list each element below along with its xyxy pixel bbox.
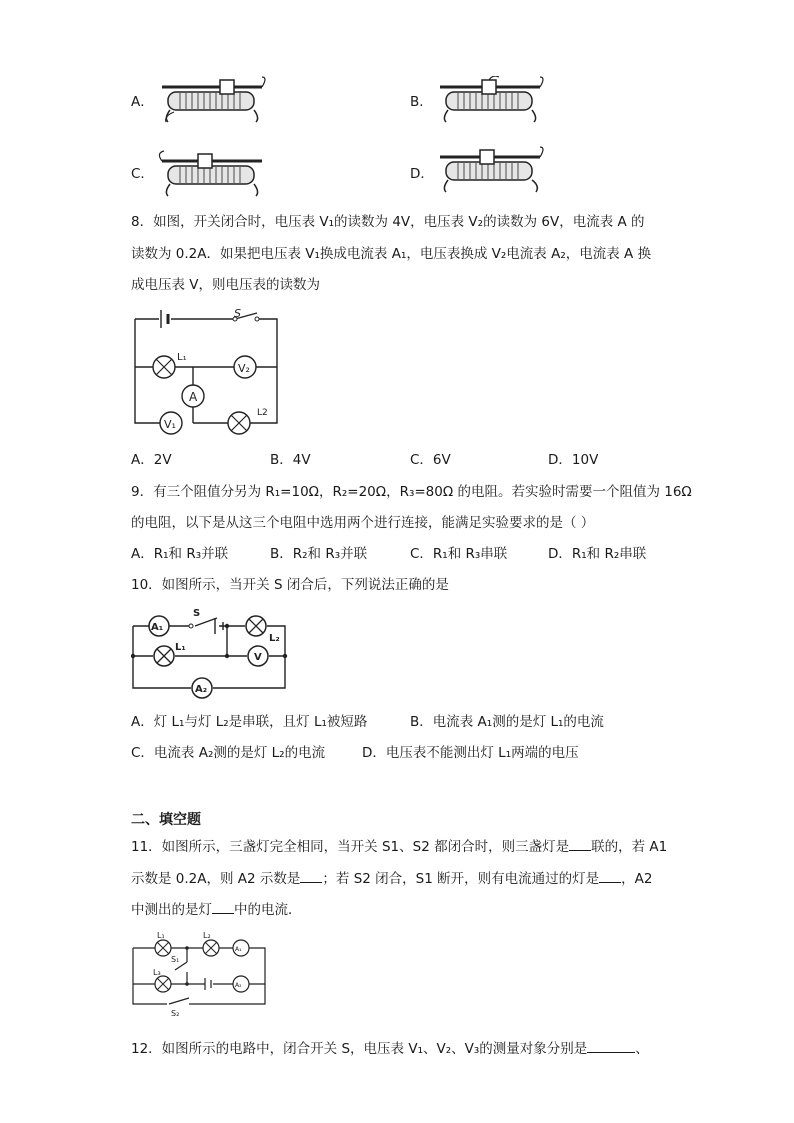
q9-option-c: C．R₁和 R₃串联 [410,546,508,562]
q8-voltmeter2-label: V₂ [238,362,250,375]
q11-text-2b: ；若 S2 闭合，S1 断开，则有电流通过的灯是 [322,871,600,887]
q11-lamp1-label: L₁ [157,931,165,940]
q11-switch1-label: S₁ [171,955,180,964]
q8-lamp2-label: L2 [257,408,268,418]
q11-circuit-diagram [131,928,271,1018]
q12-blank-1 [587,1038,635,1053]
q12-text-tail: 、 [635,1041,649,1057]
q9-stem-line-1: 9．有三个阻值分另为 R₁=10Ω，R₂=20Ω，R₃=80Ω 的电阻。若实验时需要一个阻值为 16Ω [131,484,692,500]
q11-stem-line-3 [131,899,302,920]
q9-option-b: B．R₂和 R₃并联 [270,546,368,562]
q11-text-3b: 中的电流． [234,902,302,918]
q8-stem-line-1: 8．如图，开关闭合时，电压表 V₁的读数为 4V，电压表 V₂的读数为 6V，电流表 A 的 [131,214,645,230]
q10-switch-label: S [193,608,201,619]
q8-option-d: D．10V [548,452,599,468]
q10-ammeter2-label: A₂ [195,684,208,695]
q12-stem-line-1 [131,1038,649,1059]
q11-blank-4 [212,899,234,914]
q9-option-d: D．R₁和 R₂串联 [548,546,647,562]
q10-lamp1-label: L₁ [175,642,186,653]
q9-option-a: A．R₁和 R₃并联 [131,546,229,562]
q11-stem-line-1 [131,836,667,857]
q10-voltmeter-label: V [254,652,262,663]
rheostat-image-a [158,76,268,124]
q7-option-d-letter: D． [410,166,434,182]
q8-voltmeter1-label: V₁ [164,418,176,431]
q10-ammeter1-label: A₁ [151,622,164,633]
q8-switch-label: S [234,307,241,320]
q7-option-a-letter: A． [131,94,154,110]
q10-circuit-diagram [131,604,293,700]
q11-text-3a: 中测出的是灯 [131,902,212,918]
rheostat-image-d [436,146,546,194]
q11-ammeter1-label: A₁ [235,946,242,953]
q10-option-b: B．电流表 A₁测的是灯 L₁的电流 [410,714,604,730]
rheostat-image-b [436,76,546,124]
q7-option-b-letter: B． [410,94,433,110]
q10-stem: 10．如图所示，当开关 S 闭合后，下列说法正确的是 [131,577,449,593]
q11-lamp3-label: L₃ [153,968,161,977]
q8-ammeter-label: A [189,390,198,404]
q11-text-1a: 11．如图所示，三盏灯完全相同，当开关 S1、S2 都闭合时，则三盏灯是 [131,839,570,855]
q11-stem-line-2 [131,868,652,889]
q9-stem-line-2: 的电阻，以下是从这三个电阻中选用两个进行连接，能满足实验要求的是（ ） [131,515,595,531]
q8-option-a: A．2V [131,452,172,468]
q10-option-c: C．电流表 A₂测的是灯 L₂的电流 [131,745,326,761]
q10-option-d: D．电压表不能测出灯 L₁两端的电压 [362,745,579,761]
q10-lamp2-label: L₂ [269,633,280,644]
q11-text-2a: 示数是 0.2A，则 A2 示数是 [131,871,301,887]
q11-lamp2-label: L₂ [203,931,211,940]
section-heading-fill-in: 二、填空题 [131,812,201,828]
q8-option-b: B．4V [270,452,311,468]
q11-text-2c: ，A2 [621,871,653,887]
q8-stem-line-2: 读数为 0.2A．如果把电压表 V₁换成电流表 A₁，电压表换成 V₂电流表 A₂，电流表 A 换 [131,246,652,262]
q12-text-1: 12．如图所示的电路中，闭合开关 S，电压表 V₁、V₂、V₃的测量对象分别是 [131,1041,588,1057]
q11-switch2-label: S₂ [171,1009,180,1018]
q10-option-a: A．灯 L₁与灯 L₂是串联，且灯 L₁被短路 [131,714,368,730]
q8-circuit-diagram [131,305,283,440]
rheostat-image-c [158,150,268,198]
q11-blank-1 [569,836,591,851]
q8-stem-line-3: 成电压表 V，则电压表的读数为 [131,277,321,293]
q11-blank-3 [599,868,621,883]
q8-option-c: C．6V [410,452,451,468]
q7-option-c-letter: C． [131,166,154,182]
q11-ammeter2-label: A₂ [235,982,242,989]
q8-lamp1-label: L₁ [177,352,187,363]
q11-blank-2 [300,868,322,883]
q11-text-1b: 联的，若 A1 [591,839,668,855]
